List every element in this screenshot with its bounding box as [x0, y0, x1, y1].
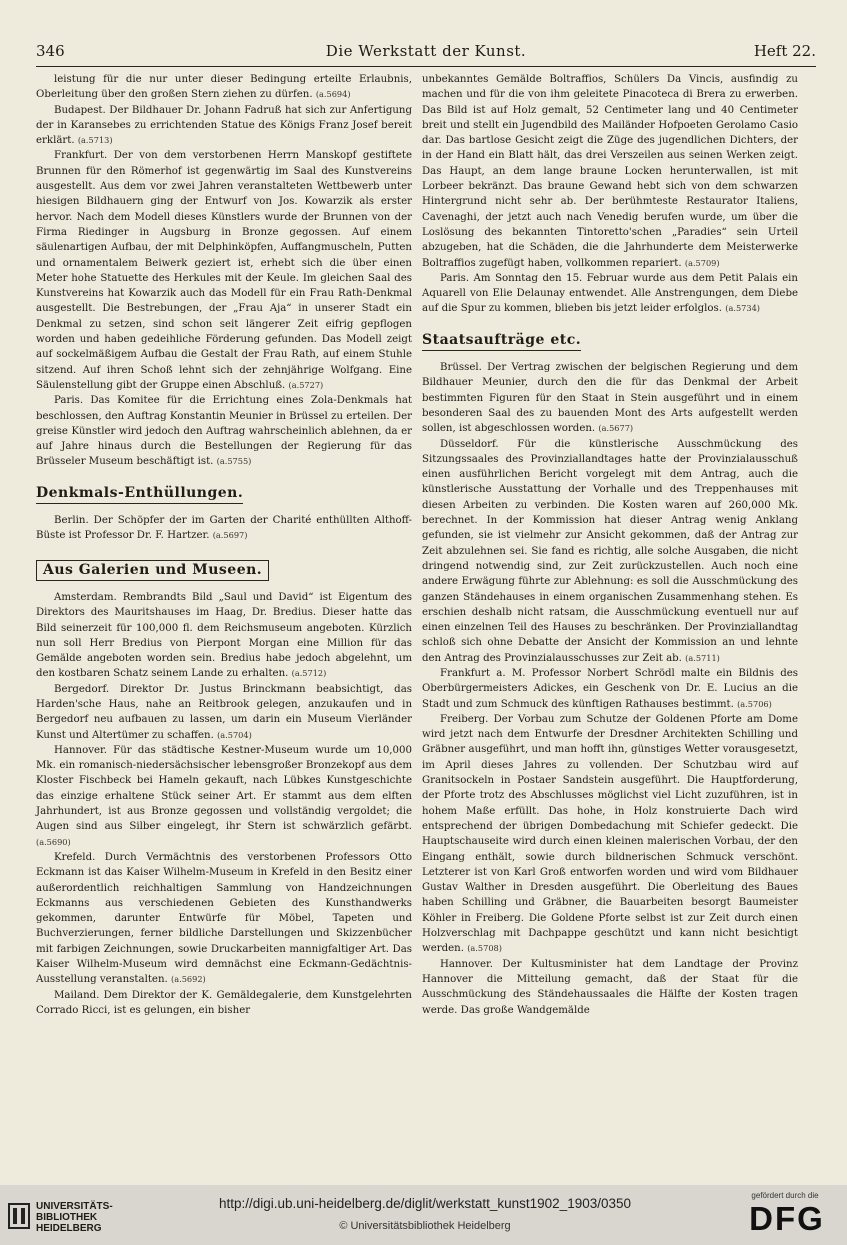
library-seal-icon [8, 1203, 30, 1229]
article: Budapest. Der Bildhauer Dr. Johann Fadruß hat sich zur Anfertigung der in Karansebes zu errichtenden Statue des Königs Franz Josef bereit erklärt. (a.5713) [36, 104, 412, 147]
section-heading-denkmals: Denkmals-Enthüllungen. [36, 486, 243, 504]
article: leistung für die nur unter dieser Bedingung erteilte Erlaubnis, Oberleitung über den großen Stern ziehen zu dürfen. (a.5694) [36, 74, 412, 101]
logo-line: HEIDELBERG [36, 1223, 102, 1234]
footer-bar [0, 1185, 847, 1245]
article: Krefeld. Durch Vermächtnis des verstorbenen Professors Otto Eckmann ist das Kaiser Wilhelm-Museum in Krefeld in den Besitz einer außerordentlich reichhaltigen Sammlung von Handzeichnungen Eckmanns aus verschiedenen Gebieten des Kunsthandwerks gekommen, darunter Entwürfe für Möbel, Tapeten und Buchverzierungen, ferner bildliche Darstellungen und Skizzenbücher mit farbigen Zeichnungen, sowie Druckarbeiten mannigfaltiger Art. Das Kaiser Wilhelm-Museum wird demnächst eine Eckmann-Gedächtnis-Ausstellung veranstalten. (a.5692) [36, 851, 412, 986]
dfg-logo[interactable]: DFG [749, 1200, 825, 1237]
page-number: 346 [36, 42, 65, 60]
library-logo[interactable] [8, 1201, 138, 1233]
logo-line: BIBLIOTHEK [36, 1212, 98, 1223]
logo-line: UNIVERSITÄTS- [36, 1201, 113, 1212]
article: Frankfurt. Der von dem verstorbenen Herrn Manskopf gestiftete Brunnen für den Römerhof ist gegenwärtig im Saal des Kunstvereins ausgestellt. Aus dem vor zwei Jahren veranstalteten Wettbewerb unter hiesigen Bildhauern ging der Entwurf von Jos. Kowarzik als erster hervor. Nach dem Modell dieses Künstlers wurde der Brunnen von der Firma Riedinger in Augsburg in Bronze gegossen. Auf einem säulenartigen Aufbau, der mit Delphinköpfen, Auffangmuscheln, Putten und ornamentalem Beiwerk geziert ist, erhebt sich die über einen Meter hohe Statuette des Herkules mit der Keule. Im gleichen Saal des Kunstvereins hat Kowarzik auch das Modell für ein Frau Rath-Denkmal ausgestellt. Die Bestrebungen, der „Frau Aja“ in unserer Stadt ein Denkmal zu setzen, sind schon seit längerer Zeit eifrig gepflogen worden und haben gedeihliche Förderung gefunden. Das Modell zeigt auf sockelmäßigem Aufbau die Gestalt der Frau Rath, auf einem Stuhle sitzend. Auf ihren Schoß lehnt sich der zehnjährige Wolfgang. Eine Säulenstellung gibt der Gruppe einen Abschluß. (a.5727) [36, 150, 412, 391]
article: Paris. Am Sonntag den 15. Februar wurde aus dem Petit Palais ein Aquarell von Elie Delaunay entwendet. Alle Anstrengungen, dem Diebe auf die Spur zu kommen, blieben bis jetzt leider erfolglos. (a.5734) [422, 272, 798, 315]
left-column [36, 72, 412, 1018]
article: Frankfurt a. M. Professor Norbert Schrödl malte ein Bildnis des Oberbürgermeisters Adickes, ein Geschenk von Dr. E. Lucius an die Stadt und zum Schmuck des künftigen Rathauses bestimmt. (a.5706) [422, 667, 798, 710]
article: unbekanntes Gemälde Boltraffios, Schülers Da Vincis, ausfindig zu machen und für die von ihm geleitete Pinacoteca di Brera zu erwerben. Das Bild ist auf Holz gemalt, 52 Centimeter lang und 40 Centimeter breit und stellt ein Jugendbild des Mailänder Hofpoeten Gerolamo Casio dar. Das bartlose Gesicht zeigt die Züge des jugendlichen Dichters, der in der Hand ein Blatt hält, das drei Verszeilen aus seinen Werken zeigt. Das Haupt, an dem lange braune Locken herunterwallen, ist mit Lorbeer bekränzt. Das braune Gewand hebt sich von dem schwarzen Hintergrund nicht sehr ab. Der berühmteste Restaurator Italiens, Cavenaghi, der jetzt auch nach Venedig berufen wurde, um über die Loslösung des bekannten Tintoretto'schen „Paradies“ sein Urteil abzugeben, hat die Schäden, die die Jahrhunderte dem Meisterwerke Boltraffios zugefügt haben, vollkommen repariert. (a.5709) [422, 74, 798, 269]
article: Freiberg. Der Vorbau zum Schutze der Goldenen Pforte am Dome wird jetzt nach dem Entwurfe der Dresdner Architekten Schilling und Gräbner ausgeführt, und man hofft ihn, günstiges Wetter vorausgesetzt, im April dieses Jahres zu vollenden. Der Schutzbau wird auf Granitsockeln in Postaer Sandstein ausgeführt. Die Hauptforderung, der Pforte trotz des Abschlusses möglichst viel Licht zuzuführen, ist in hohem Maße erfüllt. Das hohe, in Holz konstruierte Dach wird entsprechend der übrigen Dombedachung mit Schiefer gedeckt. Die Hauptschauseite wird durch einen kleinen malerischen Vorbau, der den Eingang enthält, sowie durch bildnerischen Schmuck verschönt. Letzterer ist von Karl Groß entworfen worden und wird vom Bildhauer Gustav Walther in Dresden ausgeführt. Die Oberleitung des Baues haben Schilling und Gräbner, die Bauarbeiten besorgt Baumeister Köhler in Freiberg. Die Goldene Pforte selbst ist zur Zeit durch einen Holzverschlag mit Dachpappe geschützt und kann nicht besichtigt werden. (a.5708) [422, 713, 798, 955]
copyright-notice: © Universitätsbibliothek Heidelberg [339, 1220, 511, 1232]
article: Berlin. Der Schöpfer der im Garten der Charité enthüllten Althoff-Büste ist Professor Dr. F. Hartzer. (a.5697) [36, 515, 412, 542]
section-heading-staats: Staatsaufträge etc. [422, 333, 581, 351]
article: Düsseldorf. Für die künstlerische Ausschmückung des Sitzungssaales des Provinziallandtages hatte der Provinzialausschuß einen ausführlichen Bericht vorgelegt mit dem Antrag, auch die künstlerische Ausstattung der Vorhalle und des Treppenhauses mit diesen Arbeiten zu verbinden. Die Kosten waren auf 260,000 Mk. berechnet. In der Kommission hat dieser Antrag wenig Anklang gefunden, sie ist vielmehr zur Ansicht gekommen, daß der Antrag zur Zeit abzulehnen sei. Sie fand es richtig, alle solche Ausgaben, die nicht dringend notwendig sind, zur Zeit zurückzustellen. Auch noch eine andere Erwägung führte zur Ablehnung: es soll die Ausschmückung des ganzen Ständehauses in einem organischen Zusammenhang stehen. Es erschien deshalb nicht ratsam, die Ausschmückung eventuell nur auf einen einzelnen Teil des Hauses zu beschränken. Der Provinziallandtag schloß sich ohne Debatte der Ansicht der Kommission an und lehnte den Antrag des Provinzialausschusses zur Zeit ab. (a.5711) [422, 438, 798, 664]
article: Brüssel. Der Vertrag zwischen der belgischen Regierung und dem Bildhauer Meunier, durch den die für das Denkmal der Arbeit bestimmten Figuren für den Staat in Stein ausgeführt und in einem besonderen Saal des zu bauenden Mont des Arts aufgestellt werden sollen, ist abgeschlossen worden. (a.5677) [422, 362, 798, 435]
issue-number: Heft 22. [753, 42, 816, 60]
running-header [36, 42, 816, 67]
permalink[interactable]: http://digi.ub.uni-heidelberg.de/diglit/werkstatt_kunst1902_1903/0350 [218, 1196, 632, 1211]
journal-title: Die Werkstatt der Kunst. [325, 42, 527, 60]
right-column [422, 72, 798, 1018]
article: Mailand. Dem Direktor der K. Gemäldegalerie, dem Kunstgelehrten Corrado Ricci, ist es gelungen, ein bisher [36, 989, 412, 1016]
article: Bergedorf. Direktor Dr. Justus Brinckmann beabsichtigt, das Harden'sche Haus, nahe an Reitbrook gelegen, anzukaufen und in Bergedorf neu aufbauen zu lassen, um darin ein Museum Vierländer Kunst und Altertümer zu schaffen. (a.5704) [36, 683, 412, 741]
article: Amsterdam. Rembrandts Bild „Saul und David“ ist Eigentum des Direktors des Mauritshauses im Haag, Dr. Bredius. Dieser hatte das Bild seinerzeit für 100,000 fl. dem Reichsmuseum angeboten. Kürzlich nun soll Herr Bredius von Pierpont Morgan eine Million für das Gemälde angeboten worden sein. Bredius habe jedoch abgelehnt, um den kostbaren Schatz seinem Lande zu erhalten. (a.5712) [36, 591, 412, 680]
article: Hannover. Für das städtische Kestner-Museum wurde um 10,000 Mk. ein romanisch-niedersächsischer lebensgroßer Bronzekopf aus dem Kloster Fischbeck bei Hameln gekauft, nach Lübkes Kunstgeschichte das einzige erhaltene Stück seiner Art. Er stammt aus dem elften Jahrhundert, ist aus Bronze gegossen und vollständig vergoldet; die Augen sind aus Silber eingelegt, ihr Stern ist schwärzlich gefärbt. (a.5690) [36, 744, 412, 847]
section-heading-galerien: Aus Galerien und Museen. [36, 560, 269, 581]
article: Hannover. Der Kultusminister hat dem Landtage der Provinz Hannover die Mitteilung gemacht, daß der Staat für die Ausschmückung des Ständehaussaales die Hälfte der Kosten tragen werde. Das große Wandgemälde [422, 958, 798, 1016]
article: Paris. Das Komitee für die Errichtung eines Zola-Denkmals hat beschlossen, den Auftrag Konstantin Meunier in Brüssel zu erteilen. Der greise Künstler wird jedoch den Auftrag wahrscheinlich ablehnen, da er auf Jahre hinaus durch die Bestellungen der Regierung für das Brüsseler Museum beschäftigt ist. (a.5755) [36, 395, 412, 468]
funding-note: gefördert durch die [751, 1191, 819, 1200]
